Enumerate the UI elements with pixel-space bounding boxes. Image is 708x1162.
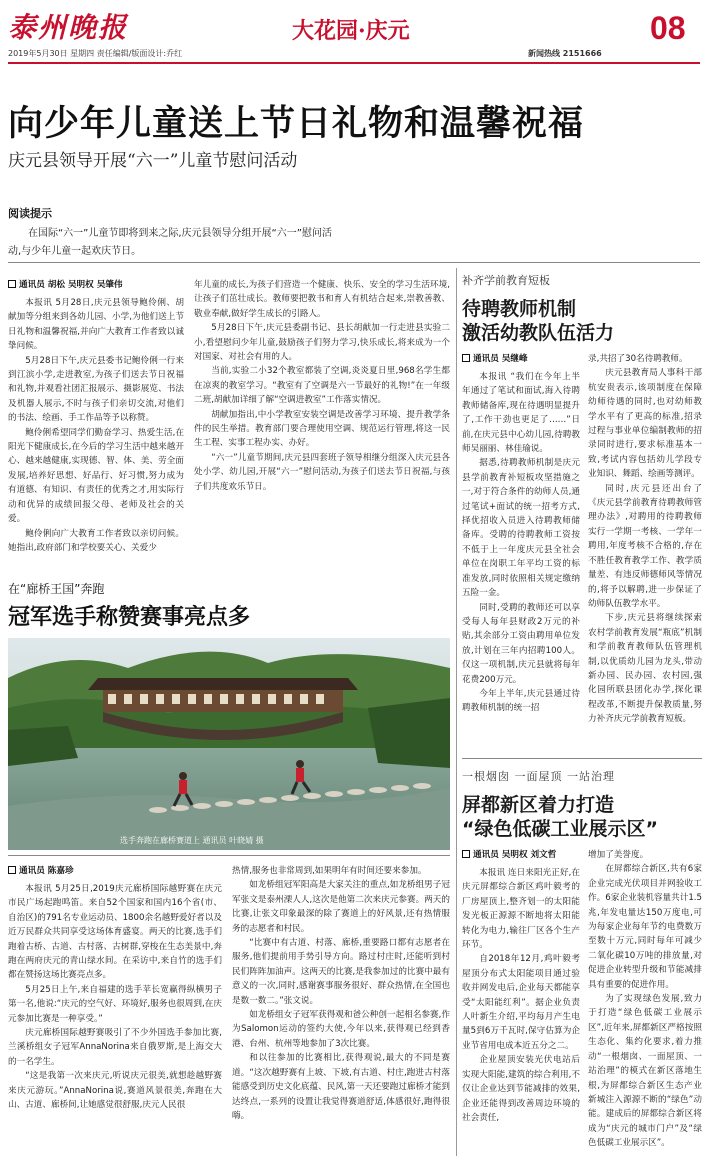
paragraph: 录,共招了30名待聘教师。 — [588, 354, 688, 364]
summary-text: 在国际“六一”儿童节即将到来之际,庆元县领导分组开展“六一”慰问活动,与少年儿童一起欢庆节日。 — [8, 228, 332, 257]
sport-column-1 — [8, 882, 222, 1158]
paragraph: 5月28日下午,庆元县委副书记、县长胡献加一行走进县实验二小,看望慰问少年儿童,鼓励孩子们努力学习,快乐成长,将来成为一个对国家、对社会有用的人。 — [194, 323, 450, 363]
covered-bridge-race-image — [8, 638, 450, 850]
paragraph: 鲍伶俐向广大教育工作者致以亲切问候。她指出,政府部门和学校要关心、关爱少 — [8, 528, 184, 553]
column-divider — [456, 268, 457, 1156]
page-number: 08 — [650, 10, 686, 46]
paragraph: 当前,实验二小32个教室都装了空调,炎炎夏日里,968名学生都在凉爽的教室学习。“教室有了空调是六一节最好的礼物!”在一年级二班,胡献加详细了解“空调进教室”工作落实情况。 — [194, 366, 450, 406]
paragraph: 同时,庆元县还出台了《庆元县学前教育待聘教师管理办法》,对聘用的待聘教师实行一学期一考核、一学年一聘用,年度考核不合格的,存在不胜任教育教学工作、教学质量差、有违反师德师风等情况的,将予以解聘,进一步保证了幼师队伍教学水平。 — [588, 483, 702, 609]
green-kicker: 一根烟囱 一面屋顶 一站治理 — [462, 770, 615, 783]
paragraph: 下步,庆元县将继续探索农村学前教育发展“瓶底”机制和学前教育教师队伍管理机制,以优质幼儿园为龙头,带动新办园、民办园、农村园,强化园所联县团化办学,探化课程改革,不断提升保教质量,努力补齐庆元学前教育短板。 — [588, 613, 702, 725]
paragraph: 自2018年12月,鸡叶毅考屋顶分布式太阳能项目通过验收并网发电后,企业每天都能享受“太阳能红利”。据企业负责人叶新生介绍,平均每月产生电量5到6万千瓦时,保守估算为企业节省用电成本近五分之二。 — [462, 954, 580, 1051]
edu-column-2 — [588, 352, 702, 754]
paragraph: 今年上半年,庆元县通过待聘教师机制的统一招 — [462, 688, 580, 714]
news-hotline: 新闻热线 2151666 — [528, 49, 602, 58]
paragraph: 本报讯 “我们在今年上半年通过了笔试和面试,海入待聘教师储备库,现在待遇明显提升了,工作干劲也更足了……”日前,在庆元县中心幼儿园,待聘教师吴丽丽、林佳瑜说。 — [462, 372, 580, 455]
paragraph: 企业屋顶安装光伏电站后实现大阳能,建筑的综合利用,不仅让企业达到节能减排的效果,企业还能得到改善周边环境的社会责任, — [462, 1055, 580, 1123]
green-column-2 — [588, 848, 702, 1158]
top-divider — [8, 62, 700, 64]
paragraph: 本报讯 5月25日,2019庆元廊桥国际越野赛在庆元市民广场起跑鸣笛。来自52个国家和国内16个省(市、自治区)的791名专业运动员、1800余名越野爱好者以及近万民群众共同享受这场体育盛宴。两天的比赛,选手们跑着古桥、古道、古村落、古树群,穿梭在生态美景中,奔跑在两府庆元的青山绿水间。在采访中,来自竹的选手们都在赞扬这场比赛亮点多。 — [8, 884, 222, 981]
green-byline: 通讯员 吴明权 刘文哲 — [462, 848, 556, 860]
sport-divider — [8, 855, 450, 856]
green-divider — [462, 758, 702, 759]
lead-column-2 — [194, 278, 450, 576]
paragraph: 增加了美誉度。 — [588, 850, 649, 860]
edu-byline: 通讯员 吴继峰 — [462, 352, 528, 364]
photo-caption: 选手奔跑在廊桥赛道上 通讯员 叶晓婧 摄 — [120, 836, 264, 845]
paragraph: 年儿童的成长,为孩子们营造一个健康、快乐、安全的学习生活环境,让孩子们茁壮成长。教师要把教书和育人有机结合起来,崇教善教、敬业奉献,做好学生成长的引路人。 — [194, 280, 450, 319]
paragraph: 庆元廊桥国际越野赛吸引了不少外国选手参加比赛,兰溪桥组女子冠军AnnaNorina来自俄罗斯,是上海交大的一名学生。 — [8, 1028, 222, 1067]
paragraph: 在屏都综合新区,共有6家企业完成光伏项目并网验收工作。6家企业装机容量共计1.5兆,年发电量达150万度电,可为每家企业每年节约电费数万至数十万元,同时每年可减少二氧化碳10万吨的排放量,对促进企业转型升级和节能减排具有重要的促进作用。 — [588, 864, 702, 990]
green-title-line-1: 屏都新区着力打造 — [462, 794, 615, 816]
lead-column-1 — [8, 296, 184, 576]
paragraph: 本报讯 连日来阳光正好,在庆元屏都综合新区鸡叶毅考的厂房屋顶上,整齐划一的太阳能发光板正源源不断地将太阳能转化为电力,输往厂区各个生产环节。 — [462, 868, 580, 951]
paragraph: 5月25日上午,来自福建的选手苹长宽赢得纵横男子第一名,他说:“庆元的空气好、环境好,服务也很周到,在庆元参加比赛是一种享受。” — [8, 984, 222, 1024]
sport-byline: 通讯员 陈嘉珍 — [8, 864, 74, 876]
green-title-line-2: “绿色低碳工业展示区” — [462, 818, 658, 840]
paragraph: 据悉,待聘教师机制是庆元县学前教育补短板攻坚措施之一,对于符合条件的幼师人员,通过笔试+面试的统一招考方式,择优招收入员进入待聘教师储备库。受聘的待聘教师工资按不低于上一年度庆元县全社会单位在岗职工年平均工资的标准发放,同时依照相关规定缴纳五险一金。 — [462, 458, 580, 599]
paragraph: “六一”儿童节期间,庆元县四套班子领导相继分组深入庆元县各处小学、幼儿园,开展“六一”慰问活动,为孩子们送去节日祝福,与孩子们共度欢乐节日。 — [194, 452, 450, 492]
paragraph: 5月28日下午,庆元县委书记鲍伶俐一行来到江滨小学,走进教室,为孩子们送去节日祝福和礼物,并观看社团汇报展示、摄影展览、书法及机器人展示,不时与孩子们亲切交流,对他们的书法、绘画、手工作品等予以称赞。 — [8, 355, 184, 424]
paragraph: 胡献加指出,中小学教室安装空调是改善学习环境、提升教学条件的民生举措。教育部门要合理使用空调、规范运行管理,将这一民生工程、实事工程办实、办好。 — [194, 409, 450, 449]
lead-byline: 通讯员 胡松 吴明权 吴肇伟 — [8, 278, 123, 290]
paragraph: 庆元县教育局人事科干部杭安贵表示,该项制度在保障幼师待遇的同时,也对幼师教学水平有了更高的标准,招录过程与事业单位编制教师的招录同时进行,要求标准基本一致,考试内容包括幼儿学段专业知识、舞蹈、绘画等测评。 — [588, 368, 702, 480]
headline-divider — [8, 262, 700, 263]
paragraph: 热情,服务也非常周到,如果明年有时间还要来参加。 — [232, 866, 427, 876]
sport-kicker: 在“廊桥王国”奔跑 — [8, 582, 105, 596]
paragraph: 如龙桥组冠军阳高是大家关注的重点,如龙桥组男子冠军张文是泰州溧人人,这次是他第二次来庆元参赛。两天的比赛,让张文印象最深的除了赛道上的好风景,还有热情服务的志愿者和村民。 — [232, 880, 450, 934]
edu-title-line-1: 待聘教师机制 — [462, 298, 577, 320]
sport-title: 冠军选手称赞赛事亮点多 — [8, 605, 251, 630]
race-photo — [8, 638, 450, 850]
edu-title-line-2: 激活幼教队伍活力 — [462, 322, 615, 344]
paragraph: 同时,受聘的教师还可以享受每人每年县财政2万元的补贴,其余部分工资由聘用单位发放,计划在三年内招聘100人。仅这一项机制,庆元县就将每年花费200万元。 — [462, 602, 580, 685]
summary-title: 阅读提示 — [8, 207, 52, 220]
paragraph: 如龙桥组女子冠军获得观和爸公种创一起相名参赛,作为Salomon运动的签约大使,今年以来,获得观已经到香港、台州、杭州等地参加了3次比赛。 — [232, 1010, 450, 1049]
paragraph: 鲍伶俐希望同学们勤奋学习、热爱生活,在阳光下健康成长,在今后的学习生活中越来越开心、越来越健康,实现德、智、体、美、劳全面发展,培养好思想、好品行、好习惯,努力成为有道德、有知识、有责任的优秀之才,用实际行动和优异的成绩回报父母、老师及社会的关爱。 — [8, 427, 184, 525]
sport-column-2 — [232, 864, 450, 1158]
lead-subhead: 庆元县领导开展“六一”儿童节慰问活动 — [8, 151, 298, 171]
edu-kicker: 补齐学前教育短板 — [462, 274, 550, 287]
date-line: 2019年5月30日 星期四 责任编辑/版面设计:乔红 — [8, 49, 183, 58]
green-column-1 — [462, 866, 580, 1158]
lead-headline: 向少年儿童送上节日礼物和温馨祝福 — [8, 104, 585, 144]
edu-column-1 — [462, 370, 580, 754]
paragraph: “这是我第一次来庆元,听说庆元很美,就想趁越野赛来庆元游玩。”AnnaNorina说,赛道风景很美,奔跑在大山、古道、廊桥间,让她感觉很舒服,庆元人民很 — [8, 1071, 222, 1111]
paragraph: 本报讯 5月28日,庆元县领导鲍伶俐、胡献加等分组来到各幼儿园、小学,为他们送上节日礼物和温馨祝福,并向广大教育工作者致以诚挚问候。 — [8, 298, 184, 352]
section-name: 大花园·庆元 — [292, 18, 410, 44]
paragraph: 和以往参加的比赛相比,获得观说,最大的不同是赛道。“这次越野赛有上坡、下坡,有古道、村庄,跑进古村落能感受到历史文化底蕴、民风,第一天还要跑过廊桥才能到达终点,一系列的设置让我觉得赛道舒适,体感很好,跑得很嗨。 — [232, 1053, 450, 1121]
newspaper-logo: 泰州晚报 — [8, 11, 129, 44]
paragraph: 为了实现绿色发展,致力于打造“绿色低碳工业展示区”,近年来,屏都新区严格按照生态化、集约化要求,着力推动“一根烟囱、一面屋顶、一站治理”的模式在新区落地生根,为屏都综合新区生态产业新城注入源源不断的“绿色”动能。建成后的屏都综合新区将成为“庆元的城市门户”及“绿色低碳工业展示区”。 — [588, 994, 702, 1149]
paragraph: “比赛中有古道、村落、廊桥,重要路口都有志愿者在服务,他们提前用手势引导方向。路过村庄时,还能听到村民们阵阵加油声。这两天的比赛,是我参加过的比赛中最有意义的一次,同时,感谢赛事服务很好、群众热情,在全国也是数一数二。”张文说。 — [232, 938, 450, 1006]
